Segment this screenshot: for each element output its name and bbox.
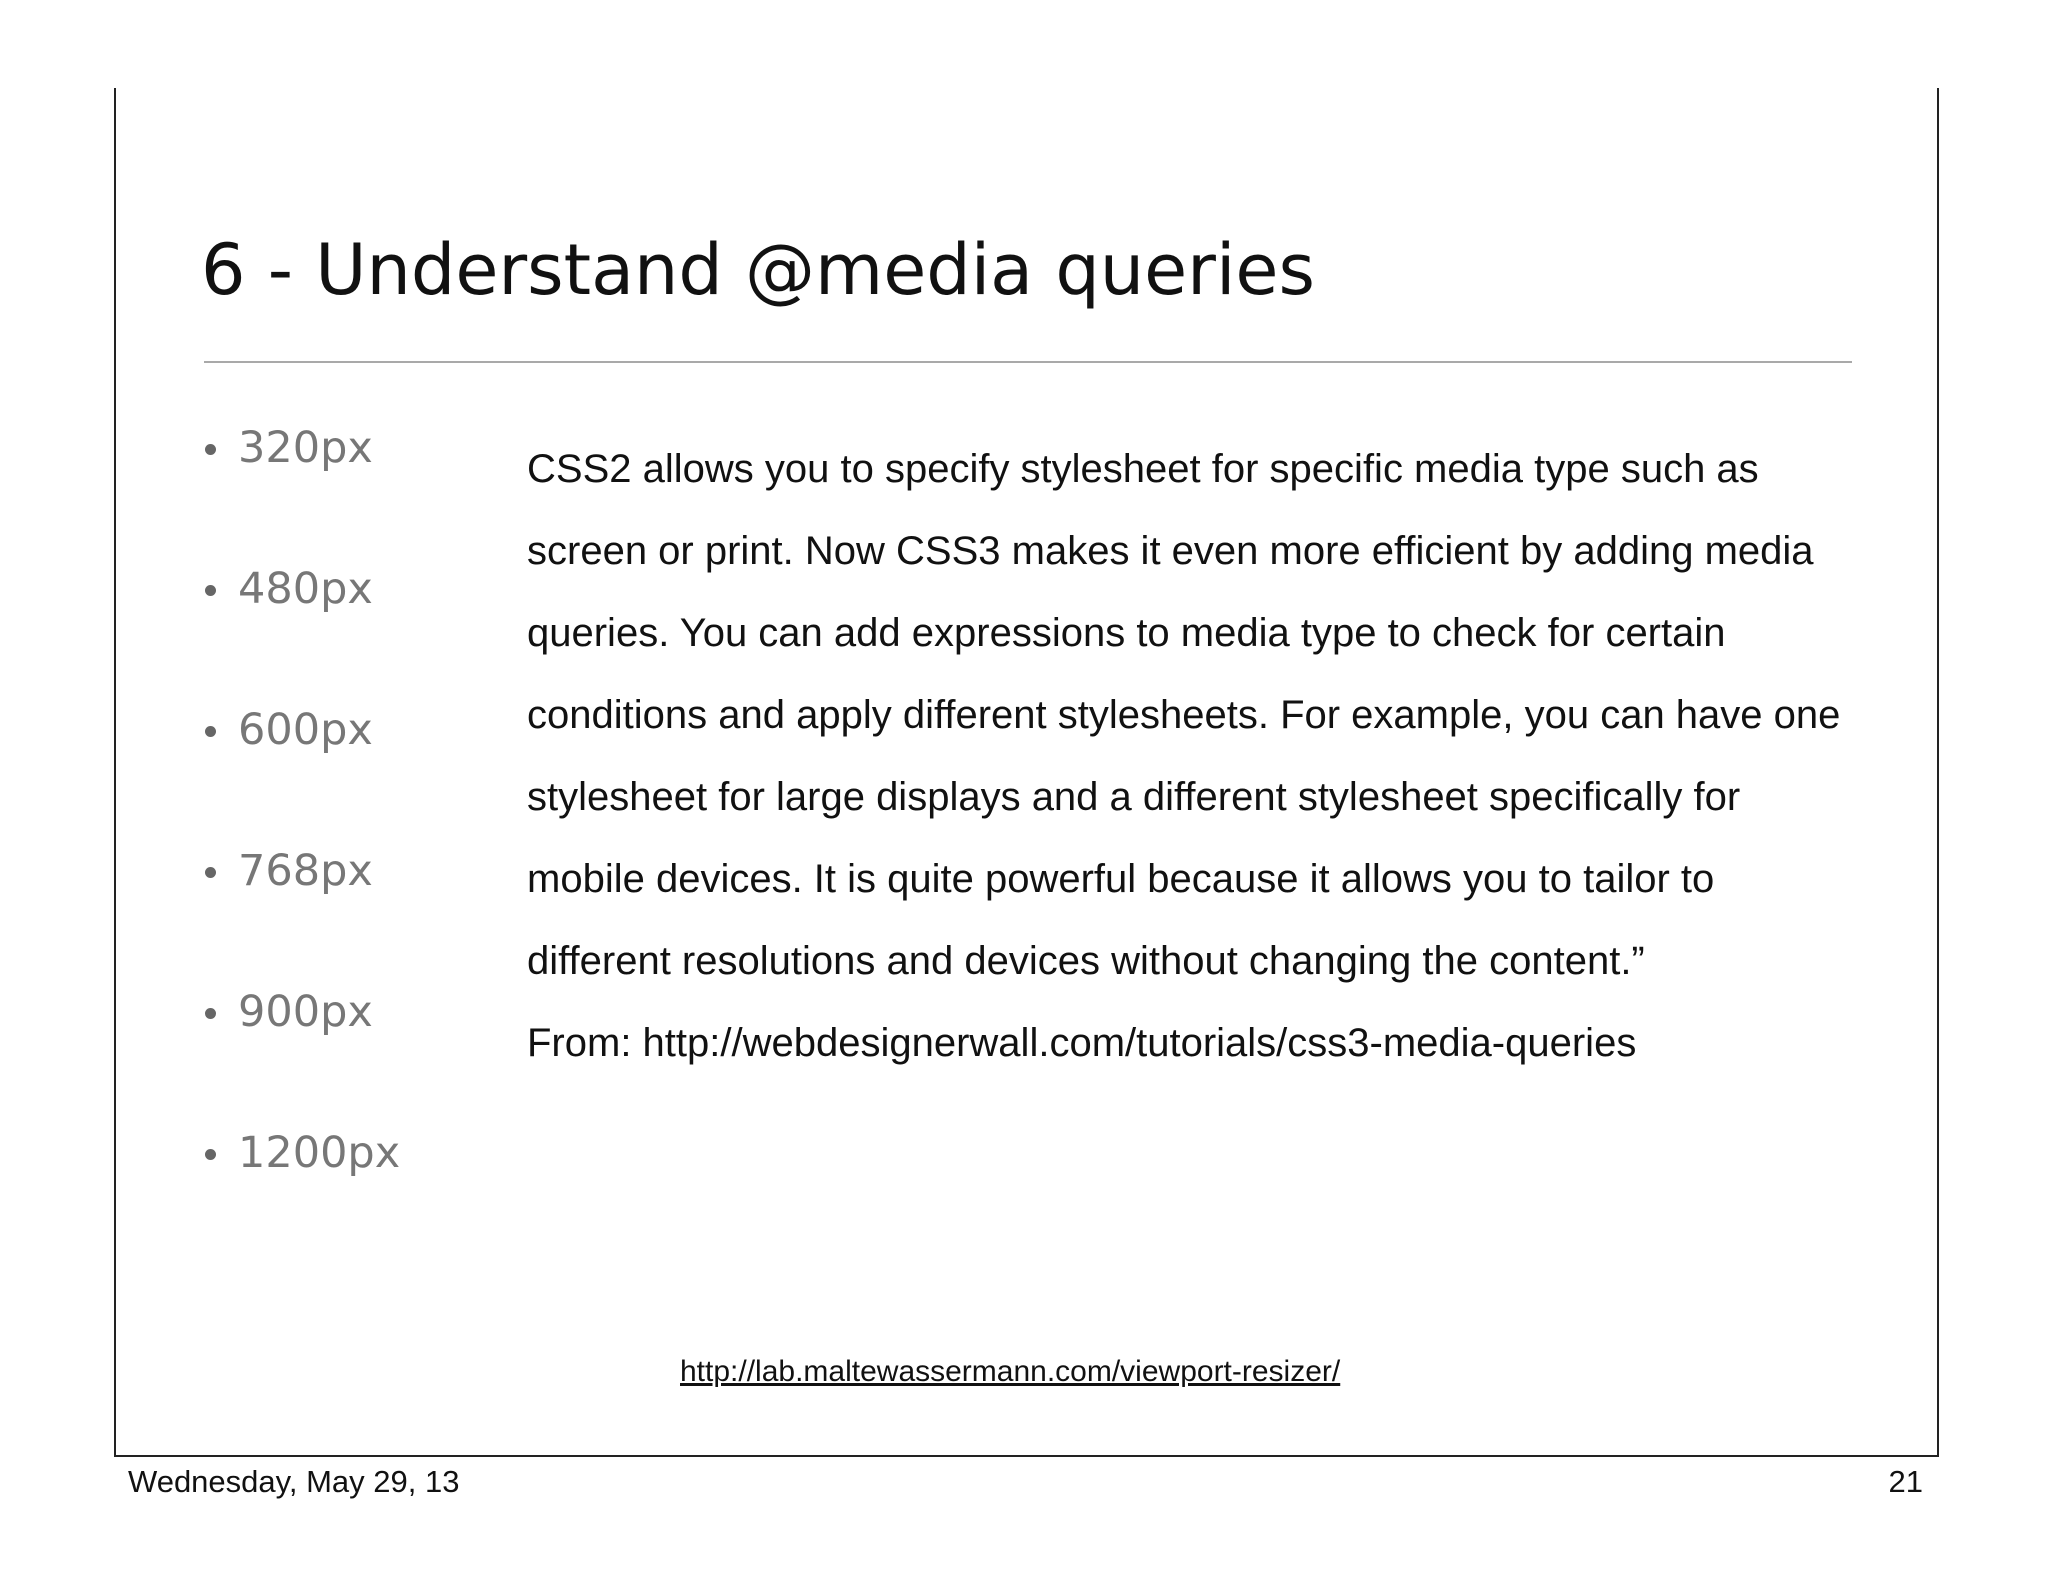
body-line: CSS2 allows you to specify stylesheet for specific media type such as [527, 447, 1759, 491]
body-quote [527, 428, 1922, 1084]
breakpoint-list [200, 418, 400, 1264]
breakpoint-item-1200 [200, 1123, 400, 1264]
bullet-dot-icon [205, 1149, 216, 1160]
breakpoint-label: 600px [238, 705, 373, 755]
source-citation: From: http://webdesignerwall.com/tutorials/css3-media-queries [527, 1021, 1637, 1065]
breakpoint-label: 900px [238, 987, 373, 1037]
body-line: mobile devices. It is quite powerful because it allows you to tailor to [527, 857, 1715, 901]
breakpoint-item-600 [200, 700, 400, 841]
bullet-dot-icon [205, 867, 216, 878]
breakpoint-label: 320px [238, 423, 373, 473]
page-number: 21 [1888, 1464, 1923, 1499]
body-line: different resolutions and devices without changing the content.” [527, 939, 1645, 983]
breakpoint-item-768 [200, 841, 400, 982]
bullet-dot-icon [205, 585, 216, 596]
breakpoint-item-900 [200, 982, 400, 1123]
viewport-resizer-link[interactable]: http://lab.maltewassermann.com/viewport-resizer/ [680, 1355, 1341, 1388]
breakpoint-label: 768px [238, 846, 373, 896]
breakpoint-label: 480px [238, 564, 373, 614]
footer-date: Wednesday, May 29, 13 [128, 1464, 460, 1499]
breakpoint-item-480 [200, 559, 400, 700]
slide-title: 6 - Understand @media queries [201, 229, 1315, 311]
breakpoint-label: 1200px [238, 1128, 401, 1178]
body-line: queries. You can add expressions to media type to check for certain [527, 611, 1726, 655]
bullet-dot-icon [205, 444, 216, 455]
bullet-dot-icon [205, 1008, 216, 1019]
body-line: stylesheet for large displays and a different stylesheet specifically for [527, 775, 1741, 819]
title-divider [204, 361, 1852, 363]
breakpoint-item-320 [200, 418, 400, 559]
body-line: conditions and apply different stylesheets. For example, you can have one [527, 693, 1841, 737]
body-line: screen or print. Now CSS3 makes it even more efficient by adding media [527, 529, 1814, 573]
bullet-dot-icon [205, 726, 216, 737]
